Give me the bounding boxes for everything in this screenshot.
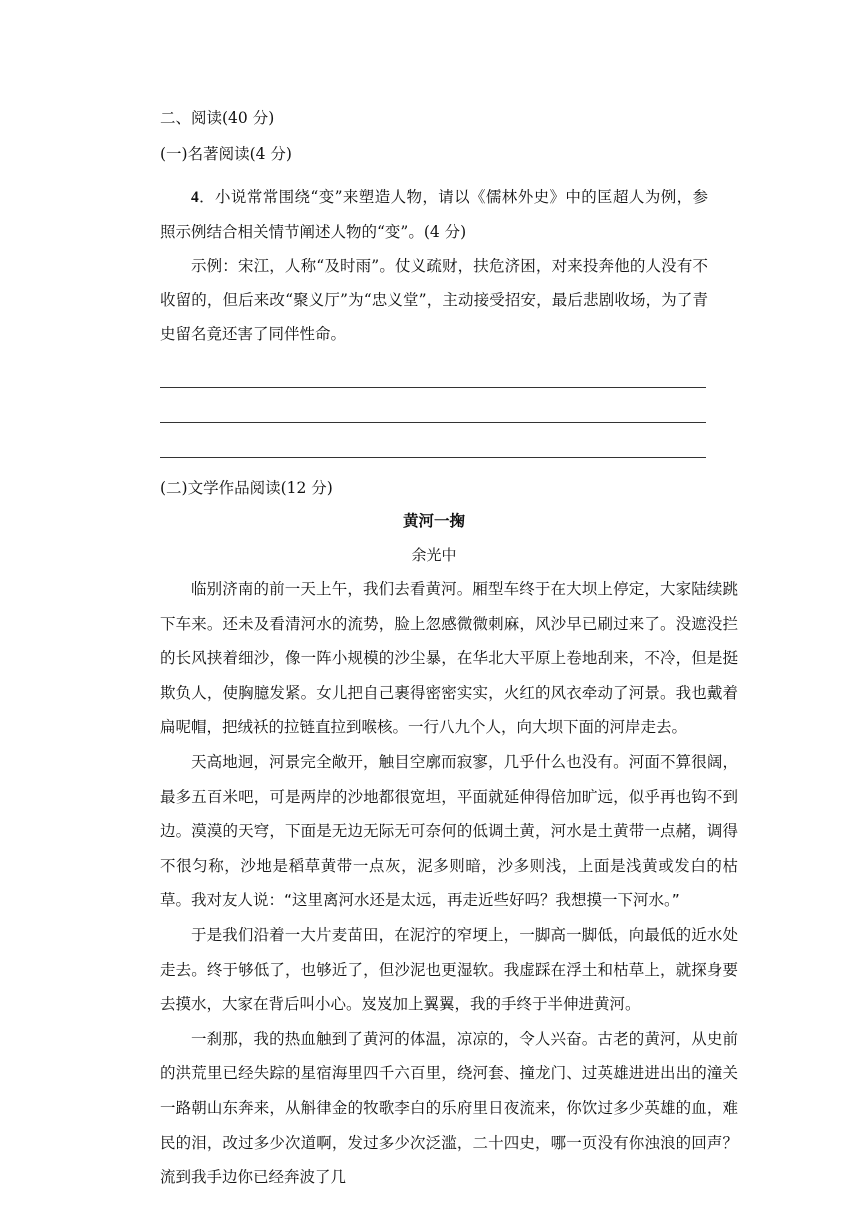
question-4 bbox=[160, 180, 708, 249]
part2-heading: (二)文学作品阅读(12 分) bbox=[160, 479, 333, 497]
answer-line[interactable] bbox=[160, 353, 706, 388]
answer-line[interactable] bbox=[160, 388, 706, 423]
essay-title: 黄河一掬 bbox=[402, 512, 465, 530]
example-text: 示例：宋江，人称“及时雨”。仗义疏财，扶危济困，对来投奔他的人没有不收留的，但后来改“聚义厅”为“忠义堂”，主动接受招安，最后悲剧收场，为了青史留名竟还害了同伴性命。 bbox=[160, 257, 708, 343]
question-number: 4 bbox=[191, 189, 199, 206]
document-page bbox=[160, 108, 738, 1195]
answer-line[interactable] bbox=[160, 423, 706, 458]
essay-paragraph: 临别济南的前一天上午，我们去看黄河。厢型车终于在大坝上停定，大家陆续跳下车来。还未及看清河水的流势，脸上忽感微微刺麻，风沙早已刷过来了。没遮没拦的长风挟着细沙，像一阵小规模的沙尘暴，在华北大平原上卷地刮来，不冷，但是挺欺负人，使胸臆发紧。女儿把自己裹得密密实实，火红的风衣牵动了河景。我也戴着扁呢帽，把绒袄的拉链直拉到喉核。一行八九个人，向大坝下面的河岸走去。 bbox=[160, 580, 738, 737]
essay-paragraph: 于是我们沿着一大片麦苗田，在泥泞的窄埂上，一脚高一脚低，向最低的近水处走去。终于够低了，也够近了，但沙泥也更湿软。我虚踩在浮土和枯草上，就探身要去摸水，大家在背后叫小心。岌岌加上翼翼，我的手终于半伸进黄河。 bbox=[160, 925, 738, 1014]
question-text: ．小说常常围绕“变”来塑造人物，请以《儒林外史》中的匡超人为例，参照示例结合相关情节阐述人物的“变”。(4 分) bbox=[160, 188, 708, 241]
section-heading: 二、阅读(40 分) bbox=[160, 109, 275, 127]
essay-paragraph: 一刹那，我的热血触到了黄河的体温，凉凉的，令人兴奋。古老的黄河，从史前的洪荒里已经失踪的星宿海里四千六百里，绕河套、撞龙门、过英雄进进出出的潼关一路朝山东奔来，从斛律金的牧歌李白的乐府里日夜流来，你饮过多少英雄的血，难民的泪，改过多少次道啊，发过多少次泛滥，二十四史，哪一页没有你浊浪的回声？流到我手边你已经奔波了几 bbox=[160, 1029, 738, 1187]
essay-body bbox=[160, 572, 738, 1195]
answer-area[interactable] bbox=[160, 353, 708, 458]
part1-heading: (一)名著阅读(4 分) bbox=[160, 145, 292, 163]
essay-paragraph: 天高地迥，河景完全敞开，触目空廓而寂寥，几乎什么也没有。河面不算很阔，最多五百米吧，可是两岸的沙地都很宽坦，平面就延伸得倍加旷远，似乎再也钩不到边。漠漠的天穹，下面是无边无际无可奈何的低调土黄，河水是土黄带一点赭，调得不很匀称，沙地是稻草黄带一点灰，泥多则暗，沙多则浅，上面是浅黄或发白的枯草。我对友人说：“这里离河水还是太远，再走近些好吗？我想摸一下河水。” bbox=[160, 752, 738, 910]
essay-author: 余光中 bbox=[411, 546, 457, 564]
